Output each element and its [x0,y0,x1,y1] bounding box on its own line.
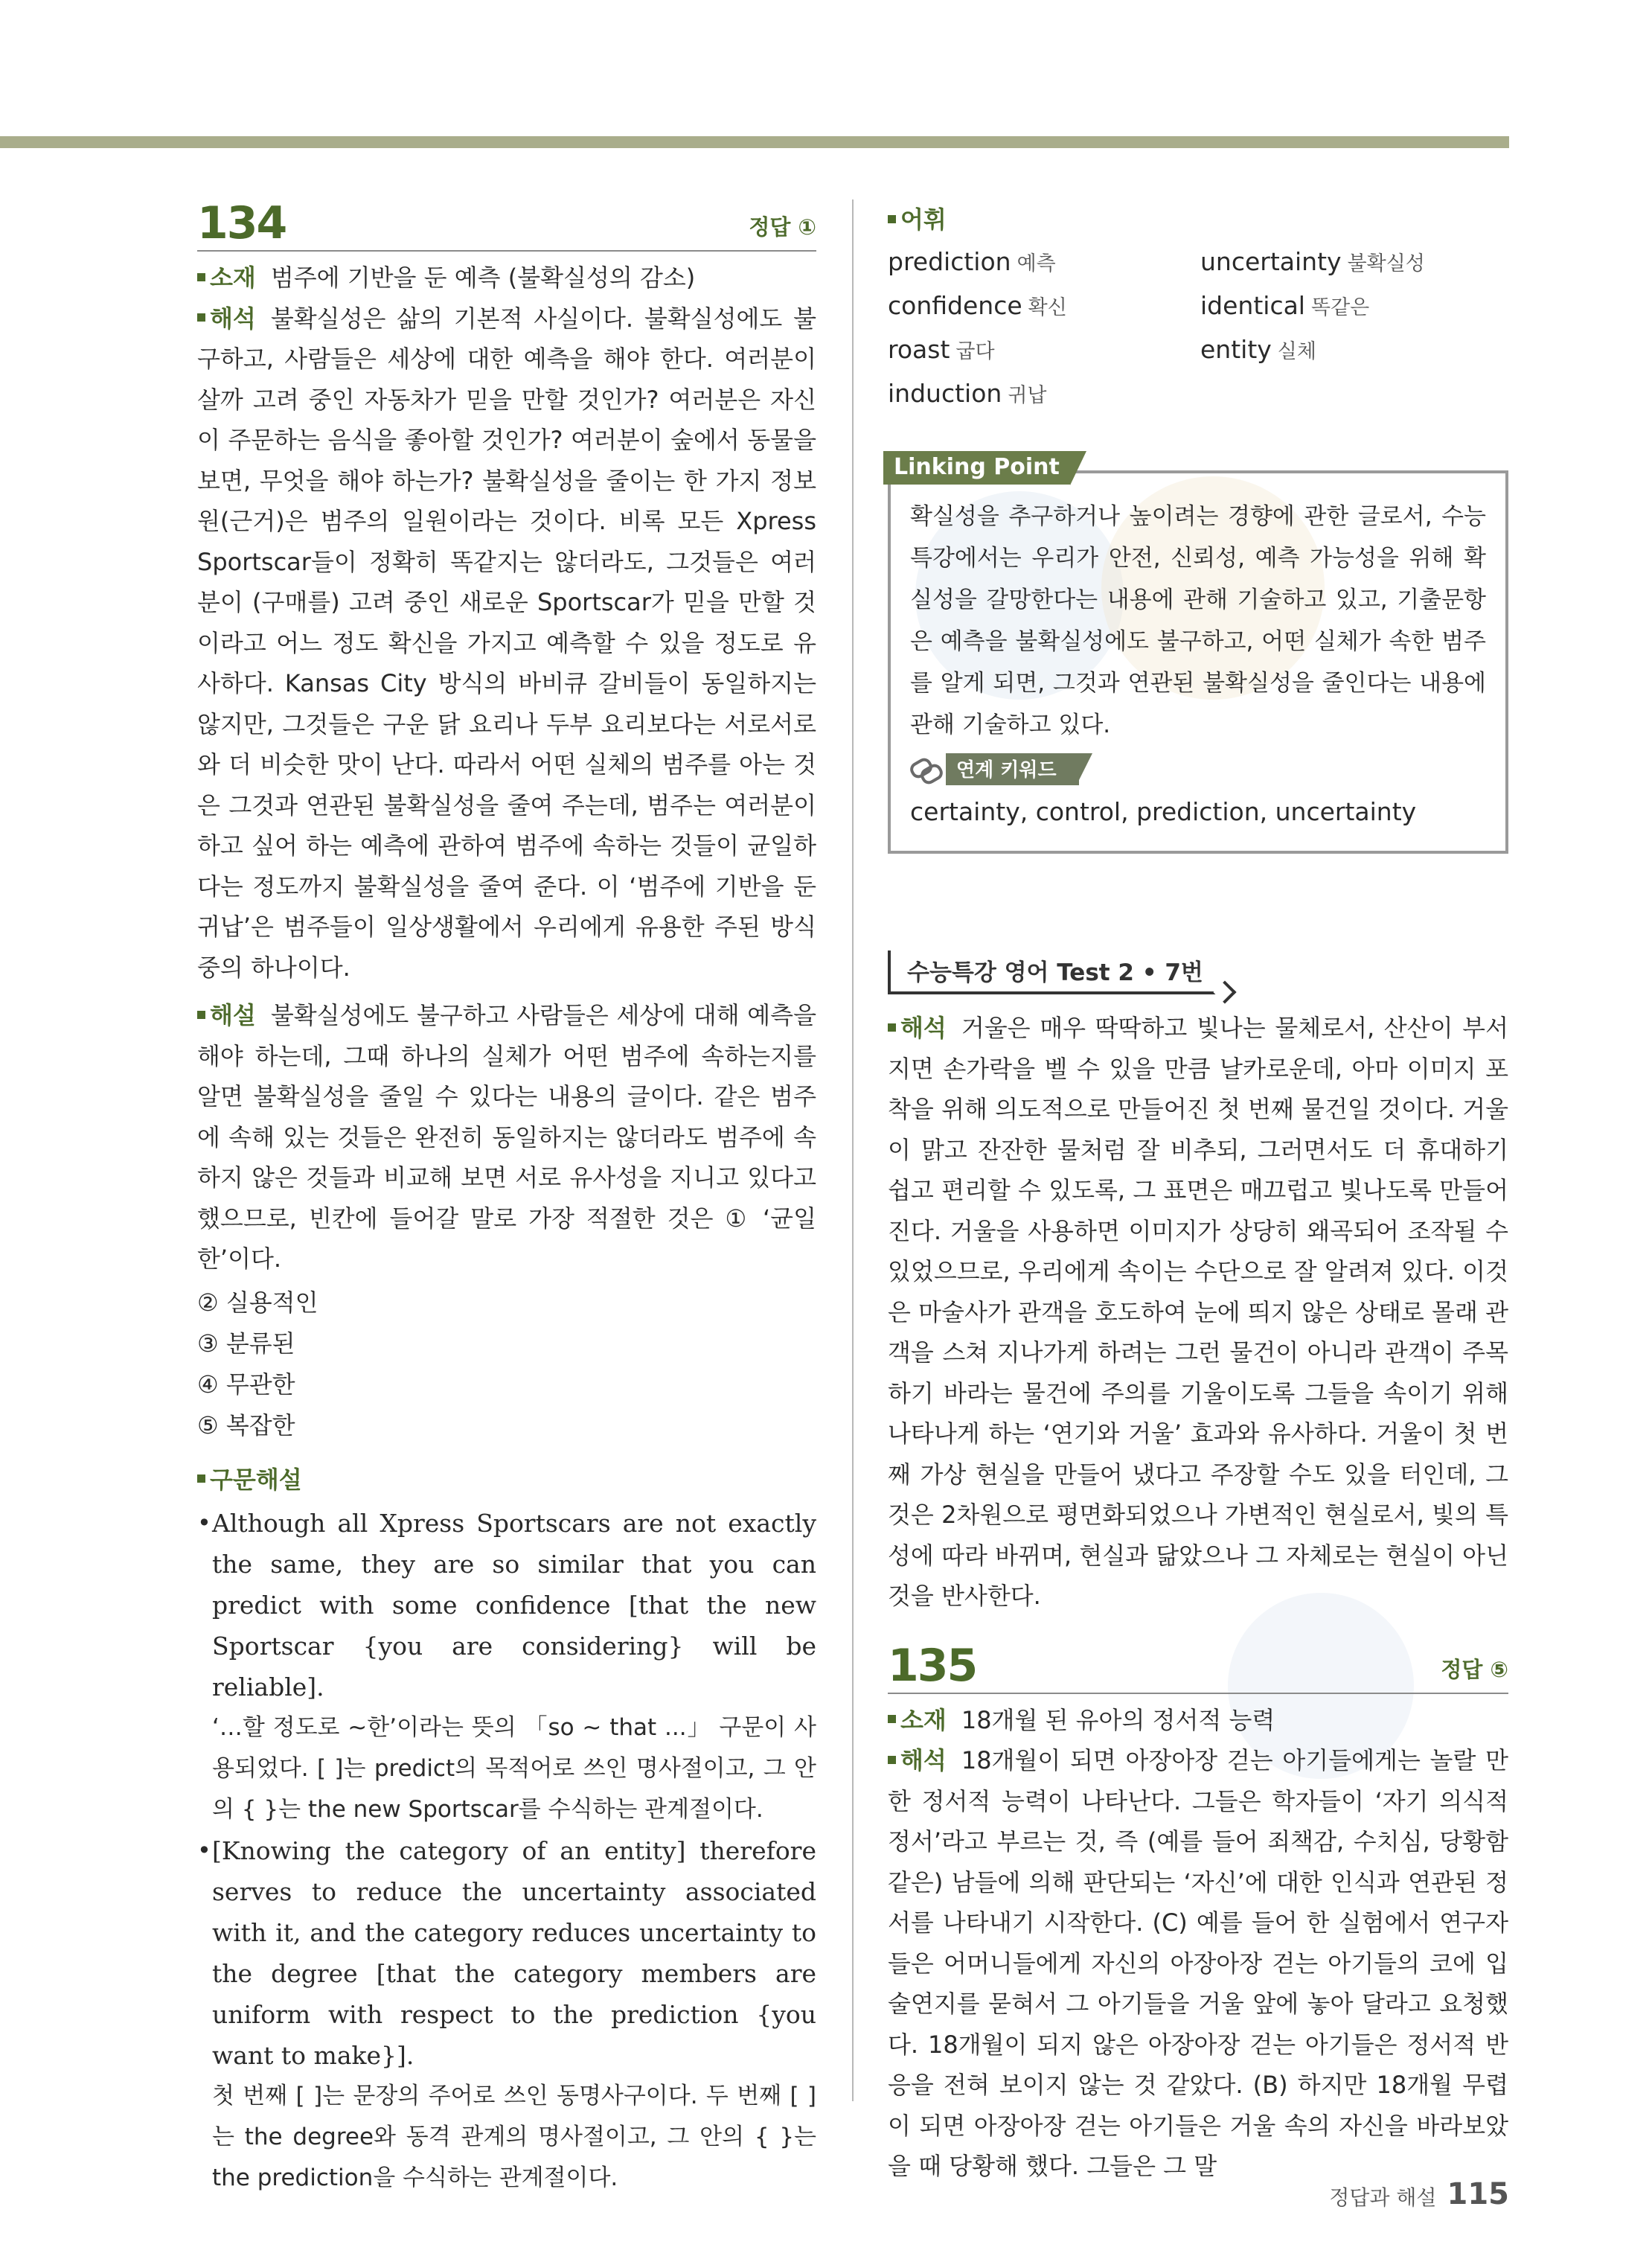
vocab-item [1200,241,1508,285]
grammar-item [197,1503,816,1830]
topic-tag: 소재 [888,1706,947,1734]
explanation-tag: 해설 [197,1001,256,1029]
vocab-ko: 똑같은 [1310,296,1370,319]
grammar-item [197,1830,816,2199]
explanation-text: 불확실성에도 불구하고 사람들은 세상에 대해 예측을 해야 하는데, 그때 하나의 실체가 어떤 범주에 속하는지를 알면 불확실성을 줄일 수 있다는 내용의 글이다. 같은 범주에 속해 있는 것들은 완전히 동일하지는 않더라도 범주에 속하지 않은 것들과 비교해 보면 서로 유사성을 지니고 있다고 했으므로, 빈칸에 들어갈 말로 가장 적절한 것은 ① ‘균일한’이다. [197,1001,816,1273]
question-number: 134 [197,197,286,249]
vocab-item [1200,285,1508,329]
translation-tag: 해석 [888,1746,947,1774]
keyword-label: 연계 키워드 [946,753,1079,785]
vocab-ko: 실체 [1277,340,1316,363]
grammar-sentence: • [Knowing the category of an entity] therefore serves to reduce the uncertainty associated with it, and the category reduces uncertainty to the degree [that the category members are uniform with respect to the prediction {you want to make}]. [212,1835,816,2070]
vocab-item [888,241,1200,285]
vocab-item [888,373,1200,417]
topic-line [197,258,816,298]
page-number: 115 [1447,2177,1509,2211]
translation-paragraph [888,1740,1508,2187]
grammar-sentence: • Although all Xpress Sportscars are not exactly the same, they are so similar that you can predict with some confidence [that the new Sportscar {you are considering} will be reliable]. [212,1508,816,1702]
translation-text: 불확실성은 삶의 기본적 사실이다. 불확실성에도 불구하고, 사람들은 세상에 대한 예측을 해야 한다. 여러분이 살까 고려 중인 자동차가 믿을 만할 것인가? 여러분은 자신이 주문하는 음식을 좋아할 것인가? 여러분이 숲에서 동물을 보면, 무엇을 해야 하는가? 불확실성을 줄이는 한 가지 정보원(근거)은 범주의 일원이라는 것이다. 비록 모든 Xpress Sportscar들이 정확히 똑같지는 않더라도, 그것들은 여러분이 (구매를) 고려 중인 새로운 Sportscar가 믿을 만할 것이라고 어느 정도 확신을 가지고 예측할 수 있을 정도로 유사하다. Kansas City 방식의 바비큐 갈비들이 동일하지는 않지만, 그것들은 구운 닭 요리나 두부 요리보다는 서로서로와 더 비슷한 맛이 난다. 따라서 어떤 실체의 범주를 아는 것은 그것과 연관된 불확실성을 줄여 주는데, 범주는 여러분이 하고 싶어 하는 예측에 관하여 범주에 속하는 것들이 균일하다는 정도까지 불확실성을 줄여 준다. 이 ‘범주에 기반을 둔 귀납’은 범주들이 일상생활에서 우리에게 유용한 주된 방식 중의 하나이다. [197,304,816,982]
source-translation-paragraph [888,1008,1508,1617]
column-divider [852,199,854,2101]
choice-item: ② 실용적인 [197,1288,318,1317]
translation-paragraph [197,298,816,988]
vocab-en: identical [1200,291,1305,320]
source-reference: 수능특강 영어 Test 2 • 7번 [888,950,1224,994]
vocab-en: induction [888,379,1002,408]
vocab-grid [888,241,1508,417]
left-column [197,197,816,2199]
explanation-paragraph [197,995,816,1279]
answer-label: 정답 ① [749,214,816,240]
topic-text: 18개월 된 유아의 정서적 능력 [961,1705,1275,1734]
translation-text: 거울은 매우 딱딱하고 빛나는 물체로서, 산산이 부서지면 손가락을 벨 수 있을 만큼 날카로운데, 아마 이미지 포착을 위해 의도적으로 만들어진 첫 번째 물건일 것이다. 거울이 맑고 잔잔한 물처럼 잘 비추되, 그러면서도 더 휴대하기 쉽고 편리할 수 있도록, 그 표면은 매끄럽고 빛나도록 만들어진다. 거울을 사용하면 이미지가 상당히 왜곡되어 조작될 수 있었으므로, 우리에게 속이는 수단으로 잘 알려져 있다. 이것은 마술사가 관객을 호도하여 눈에 띄지 않은 상태로 몰래 관객을 스쳐 지나가게 하려는 그런 물건이 아니라 관객이 주목하기 바라는 물건에 주의를 기울이도록 그들을 속이기 위해 나타나게 하는 ‘연기와 거울’ 효과와 유사하다. 거울이 첫 번째 가상 현실을 만들어 냈다고 주장할 수도 있을 터인데, 그것은 2차원으로 평면화되었으나 가변적인 현실로서, 빛의 특성에 따라 바뀌며, 현실과 닮았으나 그 자체로는 현실이 아닌 것을 반사한다. [888,1014,1508,1610]
vocab-en: uncertainty [1200,247,1342,276]
vocab-en: prediction [888,247,1011,276]
vocab-ko: 확신 [1028,296,1067,319]
answer-label: 정답 ⑤ [1441,1656,1508,1682]
vocab-ko: 불확실성 [1347,252,1425,275]
topic-line [888,1700,1508,1741]
keyword-header [910,753,1486,785]
topic-text: 범주에 기반을 둔 예측 (불확실성의 감소) [270,263,696,292]
vocab-title: 어휘 [888,201,1508,235]
choice-item: ④ 무관한 [197,1370,295,1399]
page-footer [1329,2177,1509,2211]
question-number: 135 [888,1639,977,1692]
grammar-note: ‘…할 정도로 ~한’이라는 뜻의 「so ~ that ...」 구문이 사용되었다. [ ]는 predict의 목적어로 쓰인 명사절이고, 그 안의 { }는 the new Sportscar를 수식하는 관계절이다. [212,1713,816,1823]
choice-item: ⑤ 복잡한 [197,1410,295,1440]
vocab-ko: 굽다 [955,340,995,363]
translation-text: 18개월이 되면 아장아장 걷는 아기들에게는 놀랄 만한 정서적 능력이 나타난다. 그들은 학자들이 ‘자기 의식적 정서’라고 부르는 것, 즉 (예를 들어 죄책감, 수치심, 당황함 같은) 남들에 의해 판단되는 ‘자신’에 대한 인식과 연관된 정서를 나타내기 시작한다. (C) 예를 들어 한 실험에서 연구자들은 어머니들에게 자신의 아장아장 걷는 아기들의 코에 입술연지를 묻혀서 그 아기들을 거울 앞에 놓아 달라고 요청했다. 18개월이 되지 않은 아장아장 걷는 아기들은 정서적 반응을 전혀 보이지 않는 것 같았다. (B) 하지만 18개월 무렵이 되면 아장아장 걷는 아기들은 거울 속의 자신을 바라보았을 때 당황해 했다. 그들은 그 말 [888,1746,1508,2180]
linking-point-box [888,454,1508,854]
grammar-title: 구문해설 [197,1461,816,1495]
vocab-en: confidence [888,291,1022,320]
vocab-ko: 귀납 [1008,384,1047,407]
keyword-list: certainty, control, prediction, uncertainty [910,797,1417,826]
linking-point-text: 확실성을 추구하거나 높이려는 경향에 관한 글로서, 수능특강에서는 우리가 안전, 신뢰성, 예측 가능성을 위해 확실성을 갈망한다는 내용에 관해 기술하고 있고, 기출문항은 예측을 불확실성에도 불구하고, 어떤 실체가 속한 범주를 알게 되면, 그것과 연관된 불확실성을 줄인다는 내용에 관해 기술하고 있다. [910,503,1486,738]
right-column [888,201,1508,2187]
topic-tag: 소재 [197,263,256,292]
vocab-en: roast [888,335,950,364]
chain-link-icon [910,757,943,782]
vocab-en: entity [1200,335,1272,364]
vocab-item [888,329,1200,373]
choice-list [197,1282,816,1446]
translation-tag: 해석 [197,304,256,333]
vocab-item [888,285,1200,329]
vocab-item [1200,329,1508,373]
question-header [197,197,816,252]
vocab-ko: 예측 [1017,252,1056,275]
grammar-note: 첫 번째 [ ]는 문장의 주어로 쓰인 동명사구이다. 두 번째 [ ]는 the degree와 동격 관계의 명사절이고, 그 안의 { }는 the prediction을 수식하는 관계절이다. [212,2082,816,2191]
footer-label: 정답과 해설 [1329,2185,1437,2210]
translation-tag: 해석 [888,1014,947,1042]
grammar-list [197,1503,816,2199]
top-rule [0,136,1509,148]
choice-item: ③ 분류된 [197,1329,295,1358]
question-header [888,1639,1508,1694]
linking-point-label: Linking Point [883,451,1070,485]
